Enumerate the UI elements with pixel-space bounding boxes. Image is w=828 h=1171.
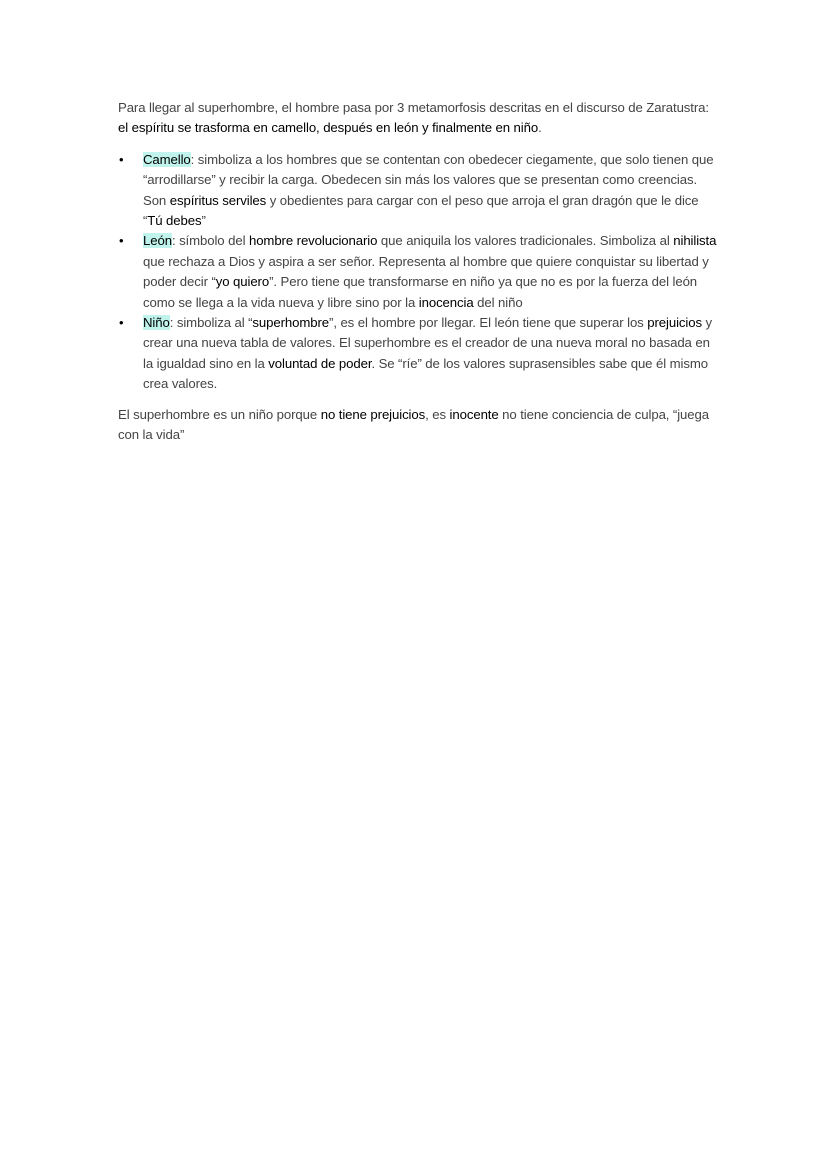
key-phrase: Tú debes (147, 213, 202, 229)
key-phrase: prejuicios (647, 315, 702, 331)
term-nino: Niño (143, 315, 170, 331)
item-text: que rechaza a Dios y aspira a ser señor. Representa al hombre que quiere conquistar su libertad y poder decir “ (143, 253, 709, 290)
key-phrase: superhombre (252, 315, 330, 331)
closing-text: , es (425, 406, 450, 422)
key-phrase: yo quiero (215, 274, 270, 290)
closing-paragraph (118, 405, 718, 446)
item-text: . Se “ríe” de los valores suprasensibles sabe que él mismo crea valores. (143, 355, 708, 392)
closing-text: no tiene conciencia de culpa, “juega con la vida” (118, 406, 709, 443)
document-page (118, 98, 718, 446)
intro-highlight: el espíritu se trasforma en camello, después en león y finalmente en niño (118, 120, 539, 136)
metamorphosis-list (118, 150, 718, 395)
key-phrase: inocencia (418, 294, 474, 310)
key-phrase: no tiene prejuicios (320, 406, 426, 422)
item-text: del niño (473, 294, 523, 310)
item-text: : simboliza a los hombres que se contentan con obedecer ciegamente, que solo tienen que “arrodillarse” y recibir la carga. Obedecen sin más los valores que se presentan como creencias. Son (143, 151, 714, 208)
list-item-nino (118, 313, 718, 395)
bullet-icon: • (119, 315, 124, 331)
item-text: ”. Pero tiene que transformarse en niño ya que no es por la fuerza del león como se llega a la vida nueva y libre sino por la (143, 274, 698, 310)
item-text: que aniquila los valores tradicionales. Simboliza al (377, 233, 674, 249)
item-text: y crear una nueva tabla de valores. El superhombre es el creador de una nueva moral no basada en la igualdad sino en la (143, 315, 713, 371)
item-text: : símbolo del (171, 233, 249, 249)
bullet-icon: • (119, 233, 124, 249)
term-camello: Camello (143, 151, 191, 167)
item-text: ”, es el hombre por llegar. El león tiene que superar los (329, 315, 648, 331)
list-item-camello (118, 150, 718, 232)
item-text: : simboliza al “ (169, 315, 253, 331)
key-phrase: inocente (449, 406, 499, 422)
bullet-icon: • (119, 151, 124, 167)
item-text: y obedientes para cargar con el peso que arroja el gran dragón que le dice “ (143, 192, 699, 229)
term-leon: León (143, 233, 172, 249)
intro-end: . (538, 120, 542, 136)
closing-text: El superhombre es un niño porque (118, 406, 321, 422)
list-item-leon (118, 231, 718, 313)
intro-paragraph (118, 98, 718, 139)
key-phrase: voluntad de poder (268, 355, 372, 371)
intro-text: Para llegar al superhombre, el hombre pasa por 3 metamorfosis descritas en el discurso de Zaratustra: (118, 100, 709, 115)
key-phrase: espíritus serviles (169, 192, 267, 208)
item-text: ” (201, 213, 206, 229)
key-phrase: nihilista (673, 233, 717, 249)
key-phrase: hombre revolucionario (248, 233, 378, 249)
